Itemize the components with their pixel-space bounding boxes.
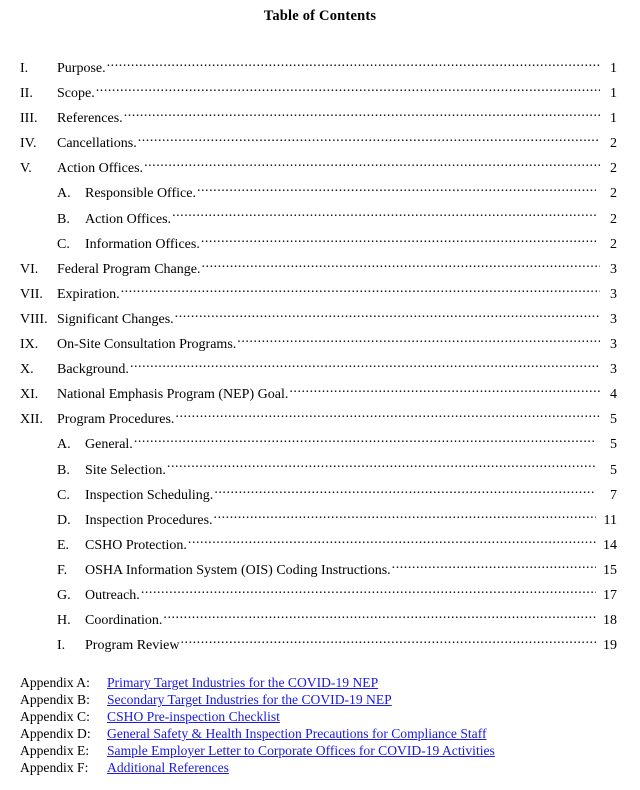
toc-entry-number: G. — [57, 587, 71, 603]
toc-entry-page-number: 2 — [610, 136, 617, 152]
toc-entry-title: Inspection Procedures. — [85, 512, 213, 528]
dot-leader — [144, 158, 600, 172]
toc-entry-number: I. — [20, 61, 29, 76]
table-of-contents-list — [0, 56, 640, 658]
appendix-entry-link[interactable]: Sample Employer Letter to Corporate Offices for COVID-19 Activities — [107, 743, 495, 758]
dot-leader — [392, 560, 596, 574]
toc-entry-title: Information Offices. — [85, 236, 200, 252]
toc-entry-title: Cancellations. — [57, 136, 137, 152]
toc-entry[interactable] — [0, 483, 640, 508]
toc-entry-title: Site Selection. — [85, 462, 166, 478]
toc-entry-page-number: 17 — [603, 587, 617, 603]
toc-entry-number: D. — [57, 512, 71, 528]
toc-entry-number: V. — [20, 161, 32, 177]
toc-entry-page-number: 2 — [610, 186, 617, 202]
toc-entry-number: XI. — [20, 387, 39, 403]
toc-entry[interactable] — [0, 181, 640, 206]
toc-entry-number: C. — [57, 487, 70, 503]
dot-leader — [289, 384, 600, 398]
toc-entry-number: A. — [57, 186, 71, 202]
toc-entry-number: E. — [57, 537, 70, 553]
appendix-entry-link[interactable]: Primary Target Industries for the COVID-19 NEP — [107, 675, 379, 690]
toc-entry[interactable] — [0, 458, 640, 483]
dot-leader — [214, 485, 596, 499]
appendix-entry — [0, 708, 640, 725]
toc-entry-page-number: 2 — [610, 211, 617, 227]
toc-entry[interactable] — [0, 56, 640, 81]
toc-entry[interactable] — [0, 382, 640, 407]
toc-entry-page-number: 5 — [610, 462, 617, 478]
toc-entry-title: Significant Changes. — [57, 311, 174, 327]
appendix-entry — [0, 674, 640, 691]
toc-entry-page-number: 2 — [610, 161, 617, 177]
toc-entry-page-number: 1 — [610, 86, 617, 102]
toc-entry-number: VII. — [20, 286, 43, 302]
dot-leader — [130, 359, 600, 373]
toc-entry-page-number: 2 — [610, 236, 617, 252]
toc-entry-title: Program Review — [85, 638, 180, 654]
dot-leader — [237, 334, 600, 348]
toc-entry[interactable] — [0, 432, 640, 457]
appendix-entry-label: Appendix E: — [20, 743, 90, 758]
toc-entry-number: A. — [57, 437, 71, 453]
toc-entry-number: C. — [57, 236, 70, 252]
toc-entry[interactable] — [0, 257, 640, 282]
toc-entry-page-number: 3 — [610, 311, 617, 327]
appendix-entry-link[interactable]: Secondary Target Industries for the COVID-19 NEP — [107, 692, 392, 707]
toc-entry[interactable] — [0, 533, 640, 558]
dot-leader — [197, 183, 596, 197]
page-title: Table of Contents — [263, 8, 377, 24]
toc-entry-title: National Emphasis Program (NEP) Goal. — [57, 387, 289, 403]
toc-entry-title: Coordination. — [85, 613, 163, 629]
appendix-entry — [0, 725, 640, 742]
dot-leader — [167, 460, 596, 474]
toc-entry[interactable] — [0, 232, 640, 257]
toc-entry[interactable] — [0, 307, 640, 332]
dot-leader — [214, 510, 596, 524]
dot-leader — [141, 585, 596, 599]
toc-entry-number: IX. — [20, 337, 39, 353]
appendix-entry-label: Appendix D: — [20, 726, 91, 741]
dot-leader — [188, 535, 596, 549]
dot-leader — [121, 284, 600, 298]
dot-leader — [138, 133, 600, 147]
toc-entry[interactable] — [0, 508, 640, 533]
toc-entry-number: IV. — [20, 136, 37, 152]
dot-leader — [175, 309, 600, 323]
toc-entry-title: References. — [57, 111, 123, 127]
toc-entry-title: Program Procedures. — [57, 412, 175, 428]
toc-entry-number: H. — [57, 613, 71, 629]
toc-entry-title: On-Site Consultation Programs. — [57, 337, 237, 353]
toc-entry-page-number: 5 — [610, 437, 617, 453]
toc-entry[interactable] — [0, 207, 640, 232]
toc-entry-title: Federal Program Change. — [57, 261, 201, 277]
dot-leader — [124, 108, 600, 122]
toc-entry[interactable] — [0, 332, 640, 357]
appendix-entry-link[interactable]: General Safety & Health Inspection Precautions for Compliance Staff — [107, 726, 487, 741]
toc-entry-page-number: 19 — [603, 638, 617, 654]
toc-entry-number: II. — [20, 86, 33, 102]
appendix-entry-label: Appendix C: — [20, 709, 90, 724]
toc-entry-number: VI. — [20, 261, 39, 277]
toc-entry-page-number: 11 — [603, 512, 617, 528]
toc-entry-title: OSHA Information System (OIS) Coding Instructions. — [85, 562, 391, 578]
appendix-entry-link[interactable]: Additional References — [107, 760, 229, 775]
toc-entry-title: General. — [85, 437, 133, 453]
appendix-entry-label: Appendix A: — [20, 675, 90, 690]
dot-leader — [201, 234, 596, 248]
toc-entry-page-number: 15 — [603, 562, 617, 578]
toc-entry-number: X. — [20, 362, 34, 378]
dot-leader — [96, 83, 600, 97]
toc-entry-page-number: 14 — [603, 537, 617, 553]
toc-entry-title: Action Offices. — [57, 161, 144, 177]
dot-leader — [134, 434, 596, 448]
toc-entry-number: F. — [57, 562, 68, 578]
toc-entry-page-number: 3 — [610, 337, 617, 353]
dot-leader — [175, 409, 600, 423]
toc-entry-number: XII. — [20, 412, 43, 428]
toc-entry-page-number: 1 — [610, 61, 617, 76]
appendix-entry — [0, 691, 640, 708]
toc-entry[interactable] — [0, 633, 640, 658]
toc-entry[interactable] — [0, 583, 640, 608]
toc-entry-page-number: 7 — [610, 487, 617, 503]
appendix-entry — [0, 742, 640, 759]
toc-entry[interactable] — [0, 407, 640, 432]
toc-entry-title: Action Offices. — [85, 211, 172, 227]
toc-entry[interactable] — [0, 558, 640, 583]
toc-entry-page-number: 3 — [610, 261, 617, 277]
toc-entry-number: VIII. — [20, 311, 48, 327]
toc-entry[interactable] — [0, 608, 640, 633]
dot-leader — [201, 259, 600, 273]
appendix-entry — [0, 759, 640, 776]
dot-leader — [172, 209, 596, 223]
toc-entry-page-number: 5 — [610, 412, 617, 428]
toc-entry-page-number: 3 — [610, 286, 617, 302]
toc-entry-title: Expiration. — [57, 286, 120, 302]
toc-entry-title: Scope. — [57, 86, 95, 102]
appendix-entry-label: Appendix F: — [20, 760, 89, 775]
toc-entry-number: III. — [20, 111, 38, 127]
dot-leader — [107, 58, 600, 72]
toc-entry-title: Purpose. — [57, 61, 106, 76]
toc-entry-number: I. — [57, 638, 66, 654]
toc-entry-page-number: 3 — [610, 362, 617, 378]
toc-entry[interactable] — [0, 81, 640, 106]
toc-entry-page-number: 4 — [610, 387, 617, 403]
toc-entry-page-number: 18 — [603, 613, 617, 629]
toc-entry[interactable] — [0, 282, 640, 307]
toc-entry[interactable] — [0, 156, 640, 181]
toc-entry-title: Outreach. — [85, 587, 140, 603]
toc-entry-title: Responsible Office. — [85, 186, 196, 202]
appendix-list — [0, 674, 640, 776]
dot-leader — [180, 635, 596, 649]
toc-entry-number: B. — [57, 462, 70, 478]
dot-leader — [163, 610, 596, 624]
toc-entry-title: Inspection Scheduling. — [85, 487, 214, 503]
toc-entry-title: Background. — [57, 362, 129, 378]
toc-entry-page-number: 1 — [610, 111, 617, 127]
appendix-entry-label: Appendix B: — [20, 692, 90, 707]
toc-entry[interactable] — [0, 131, 640, 156]
appendix-entry-link[interactable]: CSHO Pre-inspection Checklist — [107, 709, 280, 724]
toc-entry-number: B. — [57, 211, 70, 227]
toc-entry[interactable] — [0, 357, 640, 382]
toc-entry[interactable] — [0, 106, 640, 131]
toc-entry-title: CSHO Protection. — [85, 537, 187, 553]
